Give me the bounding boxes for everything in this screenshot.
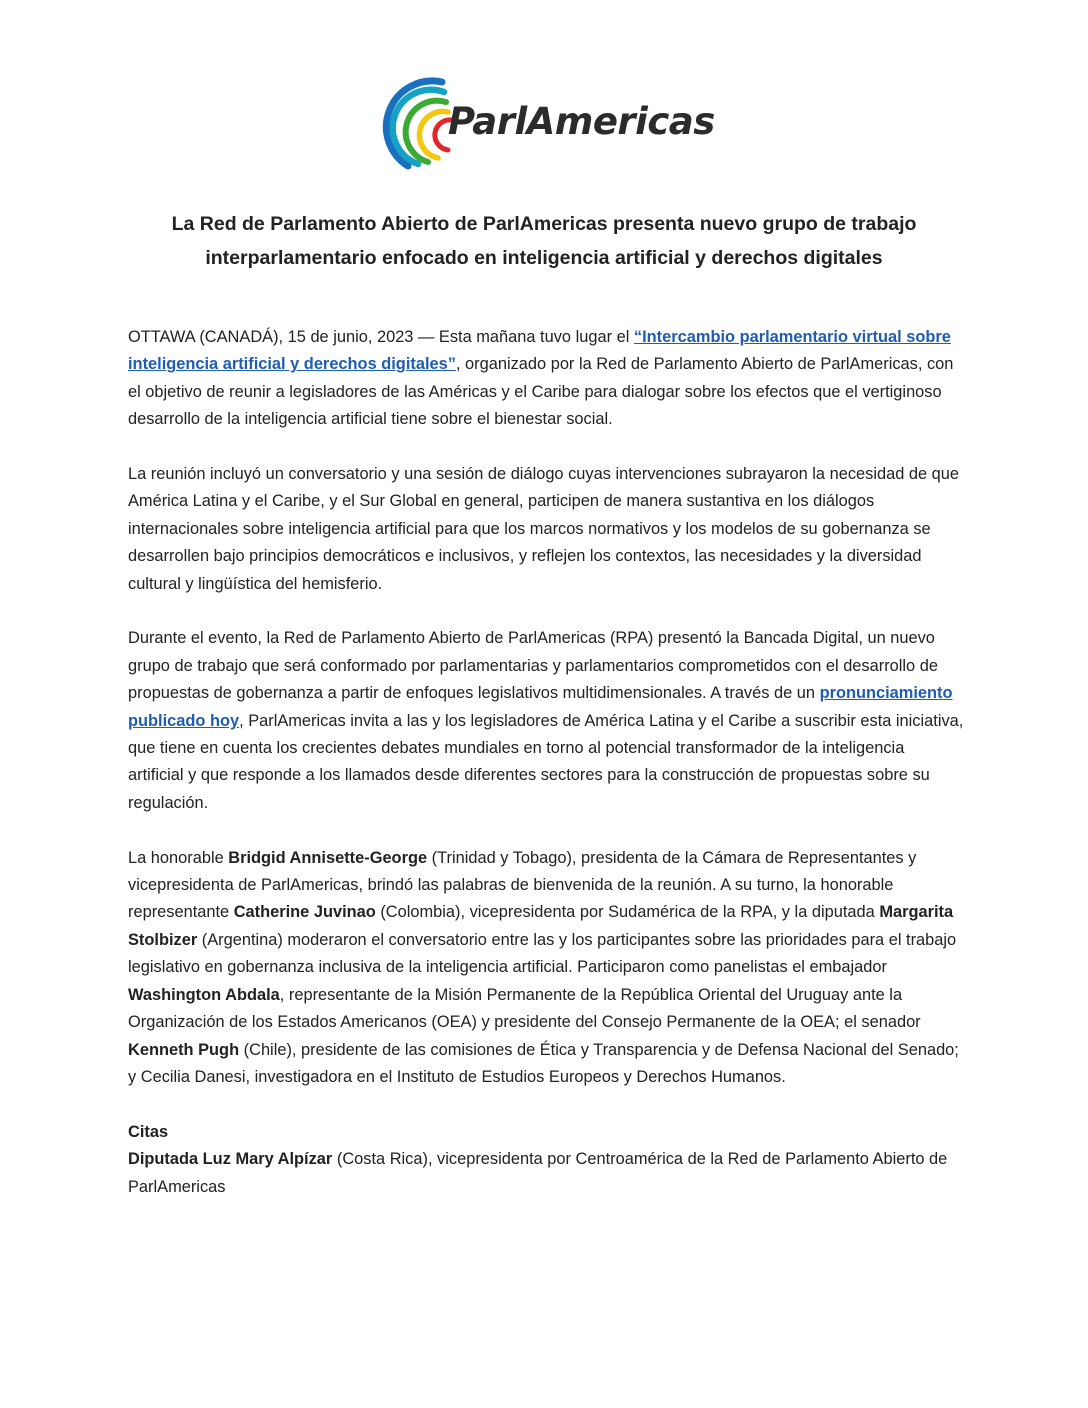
intro-text-end: , organizado por la Red de Parlamento Abierto de ParlAmericas, con el objetivo de reunir a legisladores de las Américas y el Caribe para dialogar sobre los efectos que el vertiginoso desarrollo de la inteligencia artificial tiene sobre el bienestar social. bbox=[128, 355, 954, 429]
participant-name-stolbizer: Margarita Stolbizer bbox=[128, 903, 954, 949]
participant-name-annisette-george: Bridgid Annisette-George bbox=[228, 848, 428, 867]
participants-text-2: (Trinidad y Tobago), presidenta de la Cámara de Representantes y vicepresidenta de ParlAmericas, brindó las palabras de bienvenida de la reunión. A su turno, la honorable representante bbox=[128, 848, 917, 922]
title-line-2: interparlamentario enfocado en inteligencia artificial y derechos digitales bbox=[205, 247, 883, 269]
title-line-1: La Red de Parlamento Abierto de ParlAmericas presenta nuevo grupo de trabajo bbox=[171, 213, 917, 235]
participant-name-abdala: Washington Abdala bbox=[128, 985, 280, 1004]
participants-text-6: (Chile), presidente de las comisiones de Ética y Transparencia y de Defensa Nacional del Senado; y Cecilia Danesi, investigadora en el Instituto de Estudios Europeos y Derechos Humanos. bbox=[128, 1040, 959, 1086]
citas-attribution bbox=[128, 1146, 964, 1201]
paragraph-participants bbox=[128, 845, 964, 1092]
press-release-title bbox=[120, 207, 968, 275]
intercambio-event-link[interactable]: “Intercambio parlamentario virtual sobre inteligencia artificial y derechos digitales” bbox=[128, 328, 951, 374]
quote-author-alpizar: Diputada Luz Mary Alpízar bbox=[128, 1150, 333, 1169]
pronunciamiento-link[interactable]: pronunciamiento publicado hoy bbox=[128, 684, 953, 730]
citas-heading bbox=[128, 1119, 964, 1146]
quote-author-role: (Costa Rica), vicepresidenta por Centroamérica de la Red de Parlamento Abierto de ParlAmericas bbox=[128, 1150, 948, 1196]
logo-wordmark: ParlAmericas bbox=[448, 100, 715, 143]
parlamericas-logo bbox=[380, 70, 720, 174]
intro-text-start: OTTAWA (CANADÁ), 15 de junio, 2023 — Esta mañana tuvo lugar el bbox=[128, 328, 634, 346]
paragraph-meeting: La reunión incluyó un conversatorio y una sesión de diálogo cuyas intervenciones subrayaron la necesidad de que América Latina y el Caribe, y el Sur Global en general, participen de manera sustantiva en los diálogos internacionales sobre inteligencia artificial para que los marcos normativos y los modelos de su gobernanza se desarrollen bajo principios democráticos e inclusivos, y reflejen los contextos, las necesidades y la diversidad cultural y lingüística del hemisferio. bbox=[128, 465, 960, 593]
citas-heading-text: Citas bbox=[128, 1122, 169, 1141]
press-release-body bbox=[128, 324, 964, 1201]
paragraph-intro bbox=[128, 324, 964, 434]
participants-text-5: , representante de la Misión Permanente de la República Oriental del Uruguay ante la Organización de los Estados Americanos (OEA) y presidente del Consejo Permanente de la OEA; el senador bbox=[128, 985, 921, 1032]
participant-name-pugh: Kenneth Pugh bbox=[128, 1040, 240, 1059]
participant-name-juvinao: Catherine Juvinao bbox=[233, 903, 376, 922]
participants-text-4: (Argentina) moderaron el conversatorio entre las y los participantes sobre las prioridades para el trabajo legislativo en gobernanza inclusiva de la inteligencia artificial. Participaron como panelistas el embajador bbox=[128, 930, 957, 977]
participants-text-3: (Colombia), vicepresidenta por Sudamérica de la RPA, y la diputada bbox=[375, 903, 880, 922]
paragraph-bancada-digital bbox=[128, 625, 964, 817]
bancada-text-start: Durante el evento, la Red de Parlamento Abierto de ParlAmericas (RPA) presentó la Bancada Digital, un nuevo grupo de trabajo que será conformado por parlamentarias y parlamentarios comprometidos con el desarrollo de propuestas de gobernanza a partir de enfoques legislativos multidimensionales. A través de un bbox=[128, 629, 938, 703]
bancada-text-end: , ParlAmericas invita a las y los legisladores de América Latina y el Caribe a suscribir esta iniciativa, que tiene en cuenta los crecientes debates mundiales en torno al potencial transformador de la inteligencia artificial y que responde a los llamados desde diferentes sectores para la construcción de propuestas sobre su regulación. bbox=[128, 711, 964, 812]
participants-text-1: La honorable bbox=[128, 848, 229, 867]
